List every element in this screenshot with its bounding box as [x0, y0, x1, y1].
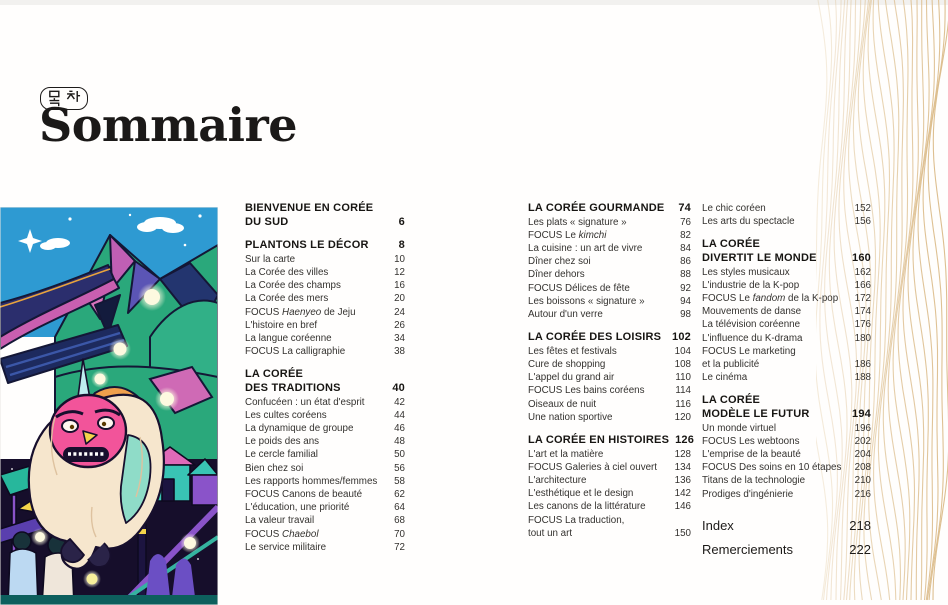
entry-label: LA CORÉE GOURMANDE [528, 202, 665, 214]
toc-entry [702, 292, 871, 305]
entry-label: La Corée des villes [245, 266, 329, 278]
toc-entry [702, 474, 871, 487]
entry-label: L'emprise de la beauté [702, 449, 801, 461]
entry-label: FOCUS Chaebol [245, 528, 319, 540]
entry-label: Confucéen : un état d'esprit [245, 396, 365, 408]
entry-label: Le poids des ans [245, 436, 320, 448]
entry-page-number: 126 [675, 434, 695, 447]
entry-label: Les arts du spectacle [702, 216, 795, 228]
entry-page-number: 10 [394, 253, 405, 265]
entry-label: La Corée des champs [245, 280, 341, 292]
toc-entry [528, 448, 691, 461]
entry-page-number: 24 [394, 306, 405, 318]
entry-label: Les fêtes et festivals [528, 345, 617, 357]
entry-label: Prodiges d'ingénierie [702, 488, 794, 500]
entry-page-number: 64 [394, 502, 405, 514]
toc-entry [528, 308, 691, 321]
entry-page-number: 152 [854, 203, 871, 214]
entry-label: Dîner chez soi [528, 256, 591, 268]
toc-entry [702, 279, 871, 292]
toc-entry [245, 292, 405, 305]
entry-page-number: 176 [854, 319, 871, 331]
entry-label: FOCUS Les webtoons [702, 435, 800, 447]
entry-label: L'influence du K-drama [702, 332, 803, 344]
entry-label: L'histoire en bref [245, 319, 318, 331]
entry-page-number: 92 [680, 282, 691, 294]
entry-label: La télévision coréenne [702, 319, 801, 331]
entry-page-number: 114 [675, 385, 691, 397]
entry-label: FOCUS Délices de fête [528, 282, 630, 294]
entry-page-number: 216 [854, 488, 871, 500]
entry-label: L'éducation, une priorité [245, 502, 350, 514]
entry-label: Dîner dehors [528, 269, 585, 281]
toc-entry [245, 345, 405, 358]
entry-label: Le service militaire [245, 541, 327, 553]
entry-label: Oiseaux de nuit [528, 398, 597, 410]
toc-entry [702, 202, 871, 215]
toc-entry [245, 319, 405, 332]
entry-label: FOCUS La calligraphie [245, 346, 346, 358]
page-title: Sommaire [39, 98, 298, 152]
entry-page-number: 116 [675, 398, 691, 410]
toc-section-heading [245, 202, 405, 229]
toc-entry [528, 242, 691, 255]
entry-page-number: 6 [398, 215, 405, 228]
entry-label: L'appel du grand air [528, 372, 615, 384]
entry-page-number: 128 [674, 448, 691, 460]
toc-entry [245, 541, 405, 554]
toc-entry [528, 474, 691, 487]
toc-entry [528, 371, 691, 384]
toc-entry [702, 488, 871, 501]
toc-entry [245, 396, 405, 409]
toc-entry [702, 435, 871, 448]
entry-page-number: 56 [394, 462, 405, 474]
entry-label: FOCUS La traduction, tout un art [528, 514, 625, 539]
entry-page-number: 194 [852, 408, 871, 421]
toc-entry [702, 305, 871, 318]
entry-page-number: 186 [854, 359, 871, 371]
entry-page-number: 44 [394, 409, 405, 421]
entry-page-number: 172 [854, 293, 871, 304]
toc-entry [245, 462, 405, 475]
entry-page-number: 88 [680, 269, 691, 281]
entry-page-number: 202 [854, 435, 871, 447]
entry-label: L'architecture [528, 475, 587, 487]
entry-label: LA CORÉE DIVERTIT LE MONDE [702, 238, 817, 264]
entry-page-number: 196 [854, 422, 871, 434]
entry-page-number: 166 [854, 279, 871, 291]
toc-back-matter-entry [702, 539, 871, 561]
entry-label: FOCUS Le marketing et la publicité [702, 345, 796, 371]
toc-entry [245, 266, 405, 279]
toc-entry [245, 279, 405, 292]
toc-section-heading [528, 331, 691, 345]
entry-label: Les boissons « signature » [528, 295, 645, 307]
entry-page-number: 48 [394, 436, 405, 448]
entry-label: LA CORÉE MODÈLE LE FUTUR [702, 394, 810, 421]
entry-page-number: 102 [672, 331, 691, 344]
toc-entry [245, 528, 405, 541]
toc-entry [702, 266, 871, 279]
entry-page-number: 134 [674, 461, 691, 473]
entry-page-number: 26 [394, 319, 405, 331]
toc-entry [245, 448, 405, 461]
entry-page-number: 218 [849, 517, 871, 533]
toc-section-heading [528, 202, 691, 216]
entry-label: LA CORÉE DES TRADITIONS [245, 368, 341, 394]
entry-page-number: 98 [680, 309, 691, 321]
entry-page-number: 16 [394, 280, 405, 292]
entry-page-number: 210 [854, 475, 871, 487]
entry-page-number: 86 [680, 256, 691, 268]
entry-page-number: 94 [680, 295, 691, 307]
entry-page-number: 12 [394, 266, 405, 278]
entry-page-number: 146 [674, 501, 691, 513]
toc-entry [245, 501, 405, 514]
entry-page-number: 46 [394, 423, 405, 434]
entry-page-number: 72 [394, 541, 405, 553]
entry-page-number: 50 [394, 449, 405, 461]
toc-entry [245, 409, 405, 422]
entry-label: FOCUS Les bains coréens [528, 385, 645, 397]
entry-label: Les styles musicaux [702, 266, 790, 278]
entry-label: Le cercle familial [245, 449, 318, 461]
entry-label: Remerciements [702, 541, 794, 557]
toc-entry [528, 216, 691, 229]
entry-label: L'art et la matière [528, 448, 604, 460]
entry-page-number: 188 [854, 372, 871, 384]
toc-entry [245, 306, 405, 319]
toc-entry [245, 332, 405, 345]
entry-label: Mouvements de danse [702, 306, 802, 318]
toc-entry [702, 318, 871, 331]
entry-label: FOCUS Le fandom de la K-pop [702, 293, 839, 304]
toc-entry [245, 488, 405, 501]
entry-page-number: 8 [398, 239, 405, 252]
toc-entry [245, 422, 405, 435]
entry-page-number: 76 [680, 216, 691, 228]
entry-label: FOCUS Galeries à ciel ouvert [528, 461, 658, 473]
entry-label: FOCUS Des soins en 10 étapes [702, 462, 842, 474]
illustration-korean-night-market [0, 207, 218, 605]
entry-label: LA CORÉE DES LOISIRS [528, 331, 662, 344]
toc-column-2 [528, 202, 695, 540]
entry-page-number: 38 [394, 346, 405, 358]
toc-back-matter-entry [702, 515, 871, 537]
entry-page-number: 156 [854, 216, 871, 228]
entry-label: L'esthétique et le design [528, 488, 634, 500]
toc-entry [528, 295, 691, 308]
toc-entry [702, 448, 871, 461]
entry-label: La cuisine : un art de vivre [528, 243, 643, 254]
entry-label: Les rapports hommes/femmes [245, 475, 378, 487]
entry-page-number: 174 [854, 306, 871, 318]
entry-label: Sur la carte [245, 253, 296, 265]
toc-entry [702, 371, 871, 384]
toc-entry [245, 475, 405, 488]
entry-page-number: 84 [680, 243, 691, 254]
toc-section-heading [245, 368, 405, 395]
entry-label: La langue coréenne [245, 333, 332, 344]
entry-label: La valeur travail [245, 515, 315, 527]
entry-page-number: 104 [674, 345, 691, 357]
toc-entry [528, 514, 691, 540]
entry-page-number: 74 [678, 202, 691, 214]
toc-section-heading [245, 239, 405, 253]
entry-label: Les cultes coréens [245, 409, 327, 421]
toc-column-3 [702, 202, 871, 561]
entry-label: Les canons de la littérature [528, 501, 646, 513]
entry-label: Index [702, 517, 734, 533]
entry-page-number: 150 [674, 527, 691, 539]
toc-entry [528, 398, 691, 411]
entry-page-number: 20 [394, 293, 405, 305]
entry-page-number: 108 [674, 359, 691, 371]
toc-section-heading [528, 434, 695, 448]
entry-page-number: 162 [854, 266, 871, 278]
entry-label: L'industrie de la K-pop [702, 279, 800, 291]
entry-page-number: 222 [849, 541, 871, 557]
entry-label: Un monde virtuel [702, 422, 777, 434]
toc-entry [702, 345, 871, 371]
entry-label: Autour d'un verre [528, 309, 603, 321]
entry-label: BIENVENUE EN CORÉE DU SUD [245, 202, 374, 228]
toc-entry [702, 422, 871, 435]
entry-label: La Corée des mers [245, 293, 329, 305]
entry-label: Le chic coréen [702, 203, 766, 214]
toc-section-heading [702, 238, 871, 265]
entry-page-number: 70 [394, 528, 405, 540]
toc-section-heading [702, 394, 871, 421]
entry-label: Bien chez soi [245, 462, 304, 474]
entry-label: Cure de shopping [528, 359, 606, 371]
toc-entry [528, 384, 691, 397]
entry-page-number: 136 [674, 475, 691, 487]
entry-page-number: 42 [394, 396, 405, 408]
entry-label: La dynamique de groupe [245, 423, 354, 434]
toc-entry [702, 215, 871, 228]
entry-page-number: 62 [394, 489, 405, 501]
toc-entry [528, 268, 691, 281]
entry-label: Titans de la technologie [702, 475, 806, 487]
entry-label: Une nation sportive [528, 411, 613, 423]
entry-label: LA CORÉE EN HISTOIRES [528, 434, 670, 447]
entry-page-number: 82 [680, 229, 691, 241]
entry-page-number: 208 [854, 462, 871, 474]
toc-entry [245, 435, 405, 448]
toc-entry [528, 487, 691, 500]
toc-entry [528, 255, 691, 268]
toc-entry [702, 332, 871, 345]
toc-entry [245, 514, 405, 527]
toc-entry [528, 411, 691, 424]
entry-label: FOCUS Le kimchi [528, 229, 607, 241]
entry-label: FOCUS Haenyeo de Jeju [245, 306, 356, 318]
entry-label: FOCUS Canons de beauté [245, 489, 363, 501]
toc-column-1 [245, 202, 405, 554]
entry-page-number: 68 [394, 515, 405, 527]
entry-label: Le cinéma [702, 372, 748, 384]
entry-page-number: 180 [854, 332, 871, 344]
entry-label: Les plats « signature » [528, 216, 627, 228]
entry-page-number: 34 [394, 333, 405, 344]
entry-page-number: 58 [394, 475, 405, 487]
page-top-edge [0, 0, 948, 5]
entry-page-number: 120 [674, 411, 691, 423]
toc-entry [528, 345, 691, 358]
entry-page-number: 204 [854, 449, 871, 461]
entry-page-number: 110 [675, 372, 691, 384]
toc-entry [702, 461, 871, 474]
toc-entry [245, 253, 405, 266]
toc-entry [528, 282, 691, 295]
entry-label: PLANTONS LE DÉCOR [245, 239, 369, 252]
toc-entry [528, 358, 691, 371]
entry-page-number: 40 [392, 382, 405, 394]
entry-page-number: 160 [852, 252, 871, 264]
toc-entry [528, 461, 691, 474]
entry-page-number: 142 [674, 488, 691, 500]
toc-entry [528, 500, 691, 513]
toc-entry [528, 229, 691, 242]
